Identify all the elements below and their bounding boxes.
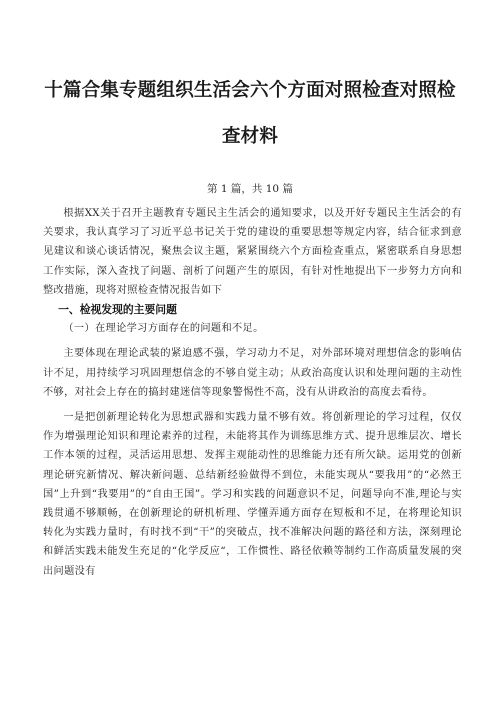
document-part-indicator: 第 1 篇，共 10 篇 [207, 183, 293, 195]
document-body [43, 204, 462, 581]
section-heading: 一、检视发现的主要问题 [58, 303, 177, 317]
document-title-line-1: 十篇合集专题组织生活会六个方面对照检查对照检 [44, 80, 456, 101]
body-paragraph-2: 一是把创新理论转化为思想武器和实践力量不够有效。将创新理论的学习过程，仅仅作为增强理论知识和理论素养的过程，未能将其作为训练思维方式、提升思维层次、增长工作本领的过程，灵活运用思想、发挥主观能动性的思维能力还有所欠缺。运用党的创新理论研究新情况、解决新问题、总结新经验做得不到位，未能实现从“要我用”的“必然王国”上升到“我要用”的“自由王国”。学习和实践的问题意识不足，问题导向不准,理论与实践贯通不够顺畅，在创新理论的研机析理、学懂弄通方面存在短板和不足，在将理论知识转化为实践力量时，有时找不到“干”的突破点，找不准解决问题的路径和方法，深刻理论和鲜活实践未能发生充足的“化学反应“，工作惯性、路径依赖等制约工作高质量发展的突出问题没有 [43, 412, 462, 577]
intro-paragraph: 根据XX关于召开主题教育专题民主生活会的通知要求，以及开好专题民主生活会的有关要求，我认真学习了习近平总书记关于党的建设的重要思想等规定内容，结合征求到意见建议和谈心谈话情况，聚焦会议主题，紧紧围绕六个方面检查重点，紧密联系自身思想工作实际，深入查找了问题、剖析了问题产生的原因，有针对性地提出下一步努力方向和整改措施，现将对照检查情况报告如下 [43, 208, 462, 296]
body-paragraph-1: 主要体现在理论武装的紧迫感不强，学习动力不足，对外部环境对理想信念的影响估计不足，用持续学习巩固理想信念的不够自觉主动；从政治高度认识和处理问题的主动性不够，对社会上存在的搞封建迷信等现象警惕性不高，没有从讲政治的高度去看待。 [43, 348, 462, 398]
document-title-line-2: 查材料 [221, 126, 279, 147]
subsection-heading: （一）在理论学习方面存在的问题和不足。 [63, 323, 264, 335]
